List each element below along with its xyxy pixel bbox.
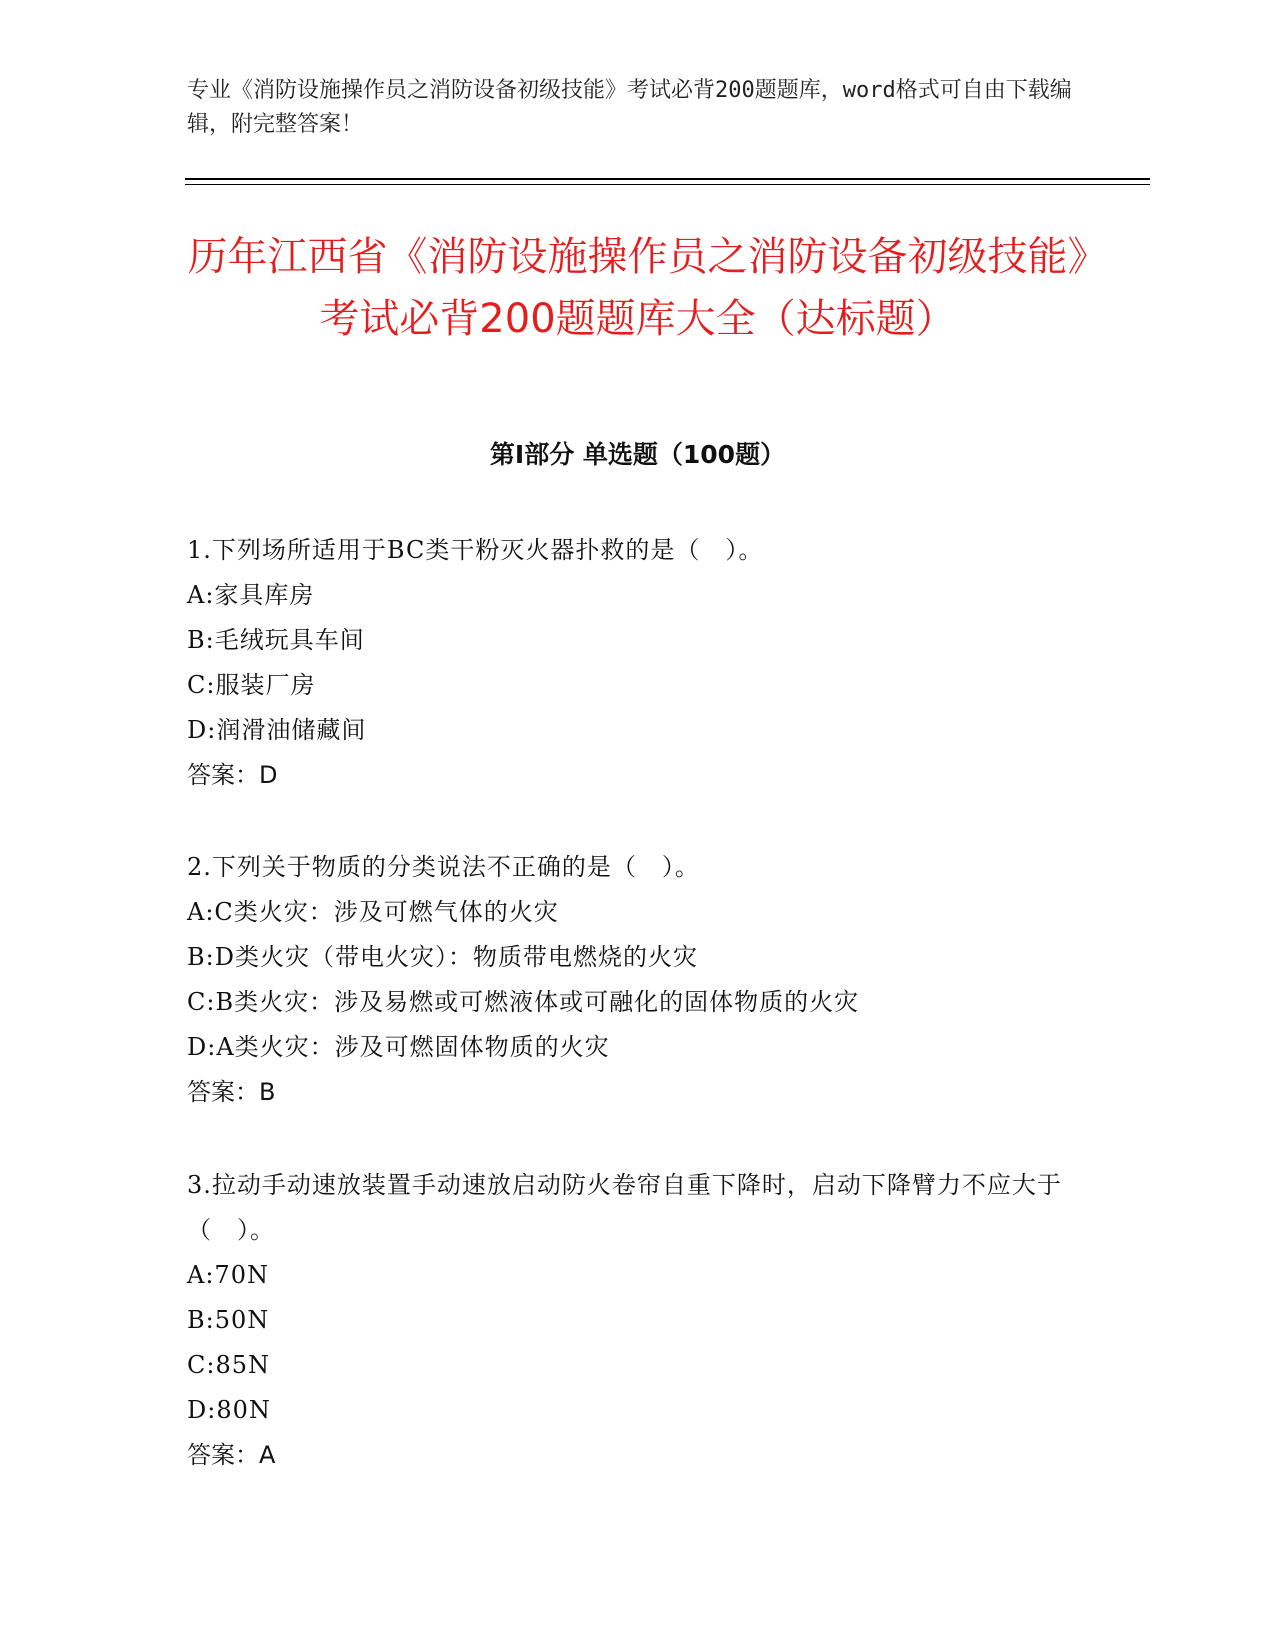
question-stem: 1.下列场所适用于BC类干粉灭火器扑救的是（ ）。 bbox=[187, 536, 764, 564]
option-c: C:B类火灾：涉及易燃或可燃液体或可融化的固体物质的火灾 bbox=[187, 988, 860, 1016]
option-d: D:A类火灾：涉及可燃固体物质的火灾 bbox=[187, 1033, 610, 1061]
option-c: C:85N bbox=[187, 1351, 270, 1379]
section-title: 第I部分 单选题（100题） bbox=[489, 440, 786, 469]
option-d: D:润滑油储藏间 bbox=[187, 716, 367, 744]
header-note: 专业《消防设施操作员之消防设备初级技能》考试必背200题题库，word格式可自由下载编辑，附完整答案！ bbox=[187, 78, 1072, 137]
answer: 答案：B bbox=[187, 1078, 276, 1106]
option-a: A:家具库房 bbox=[187, 581, 315, 609]
question-3 bbox=[187, 1163, 1087, 1478]
header-rule-thick bbox=[185, 178, 1150, 180]
option-c: C:服装厂房 bbox=[187, 671, 316, 699]
document-title: 历年江西省《消防设施操作员之消防设备初级技能》考试必背200题题库大全（达标题） bbox=[187, 234, 1088, 342]
question-2 bbox=[187, 845, 1087, 1115]
option-d: D:80N bbox=[187, 1396, 271, 1424]
question-1 bbox=[187, 528, 1087, 798]
option-b: B:D类火灾（带电火灾）：物质带电燃烧的火灾 bbox=[187, 943, 698, 971]
option-b: B:50N bbox=[187, 1306, 270, 1334]
question-stem: 2.下列关于物质的分类说法不正确的是（ ）。 bbox=[187, 853, 700, 881]
answer: 答案：D bbox=[187, 761, 278, 789]
question-stem: 3.拉动手动速放装置手动速放启动防火卷帘自重下降时，启动下降臂力不应大于（ ）。 bbox=[187, 1171, 1062, 1244]
option-a: A:70N bbox=[187, 1261, 269, 1289]
header-rule-thin bbox=[185, 184, 1150, 185]
option-b: B:毛绒玩具车间 bbox=[187, 626, 365, 654]
option-a: A:C类火灾：涉及可燃气体的火灾 bbox=[187, 898, 559, 926]
answer: 答案：A bbox=[187, 1441, 276, 1469]
